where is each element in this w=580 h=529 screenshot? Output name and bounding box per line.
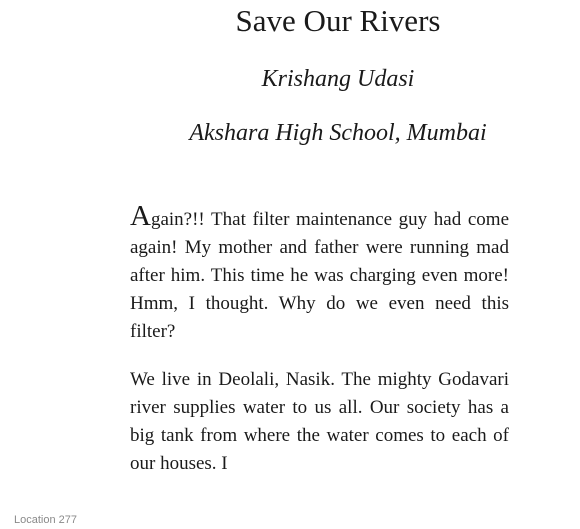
body-paragraph-1: [130, 202, 509, 346]
body-paragraph-2: [130, 366, 509, 478]
paragraph-text: gain?!! That filter maintenance guy had come again! My mother and father were running mad after him. This time he was charging even more! Hmm, I thought. Why do we even need this filter?: [130, 209, 509, 342]
drop-cap: A: [130, 200, 151, 232]
location-indicator: Location 277: [14, 514, 77, 526]
chapter-title: Save Our Rivers: [235, 3, 441, 38]
author-name: Krishang Udasi: [261, 66, 415, 92]
author-school: Akshara High School, Mumbai: [189, 120, 487, 146]
paragraph-text: We live in Deolali, Nasik. The mighty Godavari river supplies water to us all. Our society has a big tank from where the water comes to each of our houses. I: [130, 369, 509, 474]
